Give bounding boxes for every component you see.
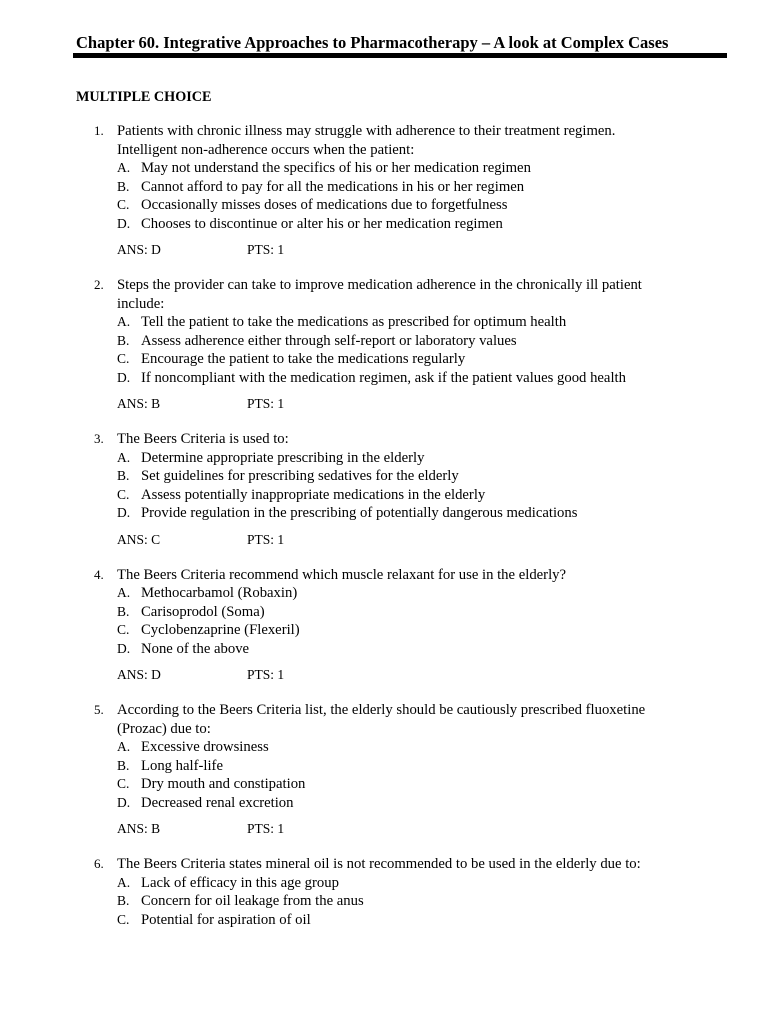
option-text: Concern for oil leakage from the anus	[141, 893, 364, 909]
answer-options	[0, 584, 784, 658]
question-stem-text: The Beers Criteria is used to:	[117, 431, 289, 447]
question-stem-line	[0, 141, 707, 160]
option-letter: C.	[117, 776, 130, 791]
question-stem-text: The Beers Criteria recommend which muscle relaxant for use in the elderly?	[117, 566, 567, 583]
answer-key-row	[0, 241, 784, 259]
question-stem-line	[0, 430, 707, 449]
option-text: Determine appropriate prescribing in the elderly	[141, 449, 425, 466]
answer-key-row	[0, 820, 784, 838]
answer-option	[0, 486, 784, 505]
option-text: Methocarbamol (Robaxin)	[141, 585, 298, 601]
option-text: Encourage the patient to take the medications regularly	[141, 351, 466, 367]
question-stem-line	[0, 566, 707, 585]
option-letter: C.	[117, 622, 130, 637]
option-letter: B.	[117, 603, 130, 619]
option-letter: D.	[117, 640, 131, 656]
question-list	[0, 122, 784, 946]
points-value: PTS: 1	[247, 531, 285, 547]
question-number: 4.	[94, 566, 104, 582]
question-item	[0, 855, 784, 929]
question-stem-text: Patients with chronic illness may struggle with adherence to their treatment regimen.	[117, 123, 616, 139]
option-text: Decreased renal excretion	[141, 794, 294, 811]
option-text: None of the above	[141, 640, 250, 657]
answer-option	[0, 196, 784, 215]
option-letter: B.	[117, 468, 130, 483]
question-stem-text: Intelligent non-adherence occurs when the patient:	[117, 141, 415, 158]
section-heading: MULTIPLE CHOICE	[76, 89, 212, 105]
question-stem-line	[0, 295, 707, 314]
option-text: If noncompliant with the medication regimen, ask if the patient values good health	[141, 369, 626, 386]
option-letter: D.	[117, 794, 131, 810]
question-item	[0, 430, 784, 549]
chapter-title: Chapter 60. Integrative Approaches to Pharmacotherapy – A look at Complex Cases	[76, 33, 669, 52]
question-item	[0, 566, 784, 685]
answer-option	[0, 178, 784, 197]
header-rule	[73, 53, 727, 58]
answer-option	[0, 332, 784, 351]
points-value: PTS: 1	[247, 821, 285, 836]
question-stem-line	[0, 855, 707, 874]
answer-options	[0, 449, 784, 523]
answer-key-row	[0, 666, 784, 684]
question-item	[0, 701, 784, 838]
option-letter: A.	[117, 585, 131, 600]
answer-key-row	[0, 395, 784, 413]
option-text: Occasionally misses doses of medications due to forgetfulness	[141, 197, 508, 213]
answer-options	[0, 159, 784, 233]
option-text: Carisoprodol (Soma)	[141, 603, 265, 620]
answer-key-row	[0, 531, 784, 549]
question-stem-line	[0, 276, 707, 295]
answer-key: ANS: C	[117, 531, 161, 547]
answer-option	[0, 892, 784, 911]
answer-option	[0, 640, 784, 659]
question-stem-text: (Prozac) due to:	[117, 720, 211, 737]
question-stem-text: According to the Beers Criteria list, the elderly should be cautiously prescribed fluoxetine	[117, 702, 646, 718]
answer-option	[0, 584, 784, 603]
answer-option	[0, 215, 784, 234]
answer-key: ANS: B	[117, 821, 161, 836]
option-letter: D.	[117, 215, 131, 231]
option-letter: C.	[117, 486, 130, 502]
question-item	[0, 122, 784, 259]
question-stem-text: The Beers Criteria states mineral oil is not recommended to be used in the elderly due to:	[117, 856, 641, 872]
answer-option	[0, 738, 784, 757]
answer-option	[0, 350, 784, 369]
answer-option	[0, 911, 784, 930]
answer-option	[0, 159, 784, 178]
option-letter: B.	[117, 757, 130, 773]
answer-option	[0, 874, 784, 893]
answer-option	[0, 621, 784, 640]
answer-option	[0, 449, 784, 468]
option-letter: D.	[117, 369, 131, 385]
question-number: 1.	[94, 123, 104, 138]
answer-options	[0, 874, 784, 930]
question-stem-text: Steps the provider can take to improve medication adherence in the chronically ill patient	[117, 277, 642, 293]
option-text: Assess potentially inappropriate medications in the elderly	[141, 486, 486, 503]
question-stem-text: include:	[117, 295, 165, 312]
answer-option	[0, 603, 784, 622]
option-letter: B.	[117, 178, 130, 194]
points-value: PTS: 1	[247, 396, 285, 411]
answer-key: ANS: B	[117, 396, 161, 411]
option-text: Lack of efficacy in this age group	[141, 874, 339, 891]
option-letter: A.	[117, 314, 131, 329]
answer-key: ANS: D	[117, 667, 161, 682]
option-letter: A.	[117, 739, 131, 754]
option-letter: C.	[117, 911, 130, 927]
question-stem-line	[0, 720, 707, 739]
question-stem-line	[0, 122, 707, 141]
question-number: 3.	[94, 431, 104, 446]
option-text: Excessive drowsiness	[141, 739, 269, 755]
option-text: Cannot afford to pay for all the medications in his or her regimen	[141, 178, 525, 195]
option-letter: C.	[117, 197, 130, 212]
answer-option	[0, 757, 784, 776]
answer-option	[0, 313, 784, 332]
answer-option	[0, 467, 784, 486]
option-letter: D.	[117, 505, 131, 520]
answer-option	[0, 794, 784, 813]
question-stem-line	[0, 701, 707, 720]
answer-option	[0, 369, 784, 388]
question-number: 6.	[94, 856, 104, 871]
points-value: PTS: 1	[247, 667, 285, 682]
option-text: Chooses to discontinue or alter his or her medication regimen	[141, 215, 503, 232]
question-number: 5.	[94, 702, 104, 717]
option-letter: A.	[117, 874, 131, 890]
answer-options	[0, 313, 784, 387]
option-text: Tell the patient to take the medications as prescribed for optimum health	[141, 314, 567, 330]
option-text: Cyclobenzaprine (Flexeril)	[141, 622, 300, 638]
answer-option	[0, 775, 784, 794]
option-text: Potential for aspiration of oil	[141, 911, 311, 928]
option-letter: A.	[117, 160, 131, 175]
option-letter: B.	[117, 893, 130, 908]
option-text: May not understand the specifics of his or her medication regimen	[141, 160, 531, 176]
option-letter: B.	[117, 332, 130, 348]
option-text: Provide regulation in the prescribing of potentially dangerous medications	[141, 505, 578, 521]
option-letter: A.	[117, 449, 131, 465]
question-item	[0, 276, 784, 413]
option-letter: C.	[117, 351, 130, 366]
answer-key: ANS: D	[117, 242, 161, 257]
answer-options	[0, 738, 784, 812]
option-text: Set guidelines for prescribing sedatives for the elderly	[141, 468, 459, 484]
option-text: Assess adherence either through self-report or laboratory values	[141, 332, 517, 349]
option-text: Long half-life	[141, 757, 223, 774]
points-value: PTS: 1	[247, 242, 285, 257]
question-number: 2.	[94, 277, 104, 292]
option-text: Dry mouth and constipation	[141, 776, 306, 792]
answer-option	[0, 504, 784, 523]
